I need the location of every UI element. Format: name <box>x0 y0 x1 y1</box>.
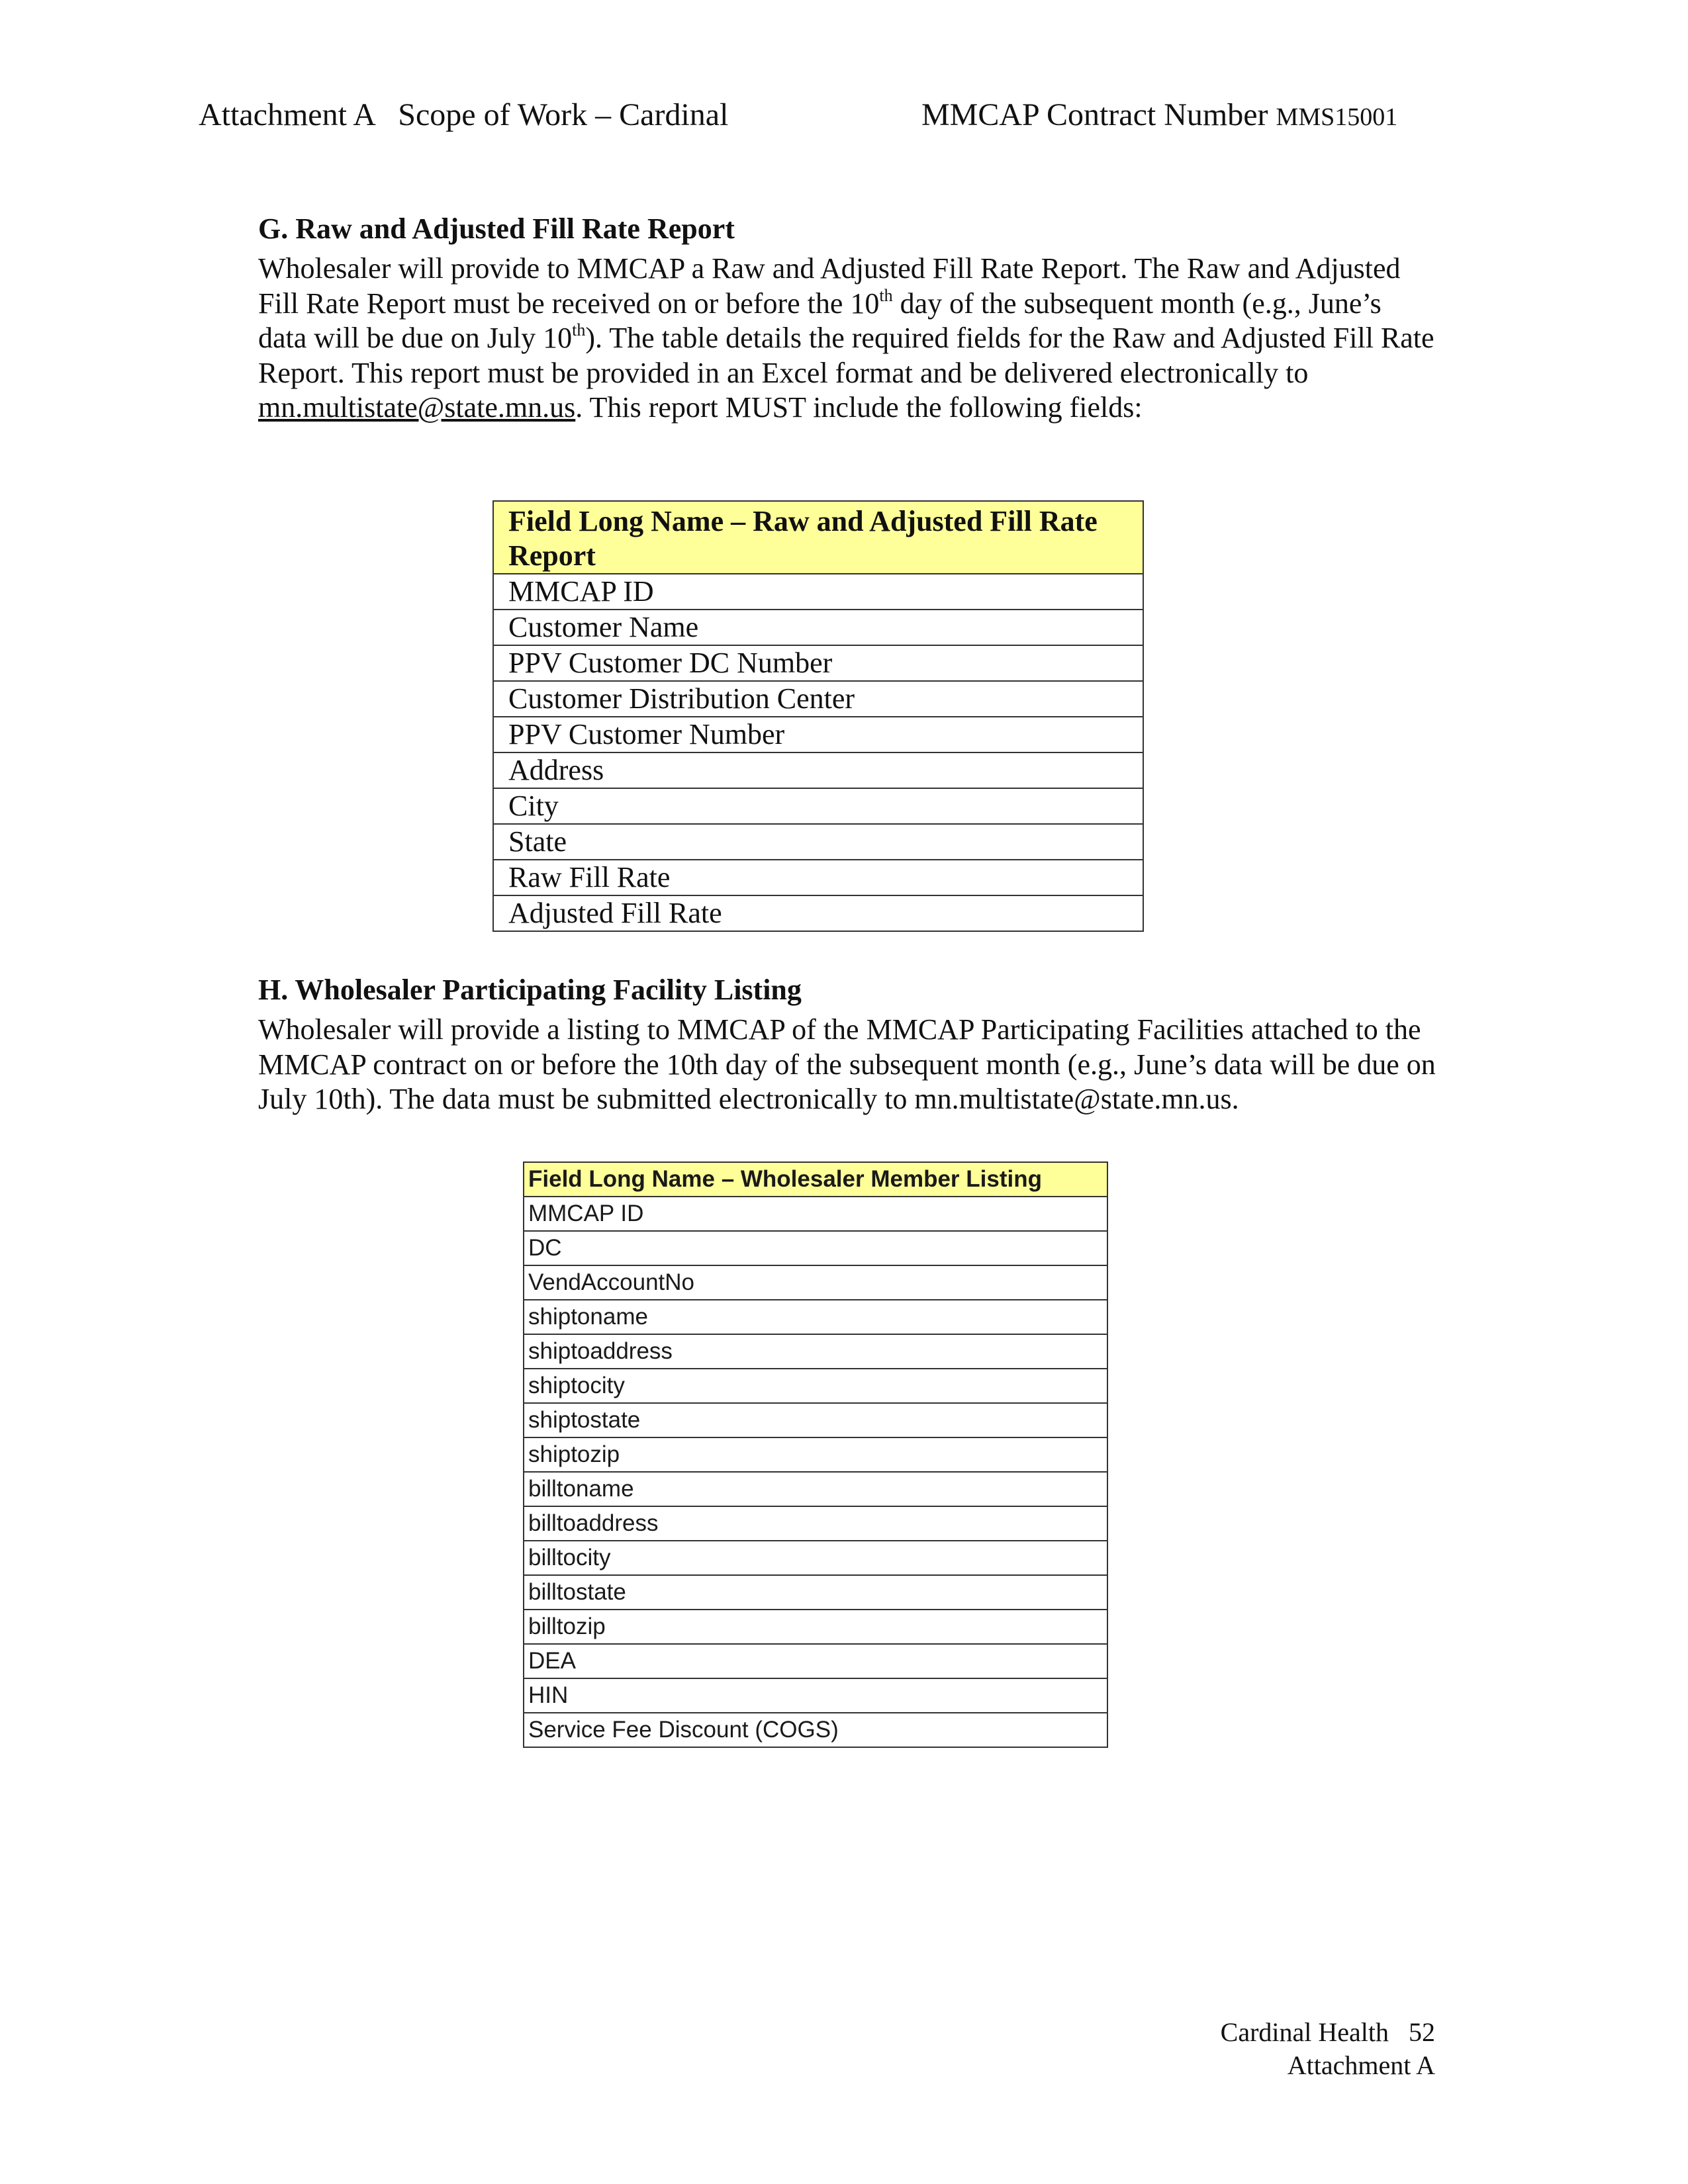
table-row <box>524 1541 1107 1575</box>
section-h-paragraph: Wholesaler will provide a listing to MMCAP of the MMCAP Participating Facilities attached to the MMCAP contract on or before the 10th day of the subsequent month (e.g., June’s data will be due on July 10th). The data must be submitted electronically to mn.multistate@state.mn.us. <box>258 1013 1436 1115</box>
table-row <box>493 574 1143 610</box>
table-row <box>493 895 1143 931</box>
table-row <box>524 1506 1107 1541</box>
table-header-row <box>493 501 1143 574</box>
table-cell: Service Fee Discount (COGS) <box>524 1713 1107 1747</box>
email-link[interactable]: mn.multistate@state.mn.us <box>258 391 576 424</box>
table-row <box>524 1472 1107 1506</box>
table-cell: VendAccountNo <box>524 1265 1107 1300</box>
fill-rate-table-header: Field Long Name – Raw and Adjusted Fill Rate Report <box>493 501 1143 574</box>
page-header <box>199 97 1456 143</box>
table-row <box>524 1197 1107 1231</box>
table-row <box>493 681 1143 717</box>
table-row <box>493 645 1143 681</box>
table-cell: PPV Customer DC Number <box>493 645 1143 681</box>
table-cell: Address <box>493 752 1143 788</box>
section-g-text-1: Wholesaler will provide to MMCAP a Raw and Adjusted Fill Rate Report. The Raw and Adjusted Fill Rate Report must be received on or before the 10 <box>258 252 1401 320</box>
section-g-paragraph <box>258 251 1436 426</box>
section-g-text-3: ). The table details the required fields for the Raw and Adjusted Fill Rate Report. This report must be provided in an Excel format and be delivered electronically to <box>258 322 1434 389</box>
table-cell: DEA <box>524 1644 1107 1678</box>
table-cell: billtostate <box>524 1575 1107 1610</box>
section-g <box>258 210 1436 426</box>
table-cell: billtozip <box>524 1610 1107 1644</box>
table-cell: MMCAP ID <box>524 1197 1107 1231</box>
section-g-text-4: . This report MUST include the following fields: <box>575 391 1143 424</box>
section-g-sup-1: th <box>879 285 893 305</box>
table-cell: shiptoaddress <box>524 1334 1107 1369</box>
table-cell: shiptozip <box>524 1437 1107 1472</box>
table-cell: MMCAP ID <box>493 574 1143 610</box>
section-h-heading: H. Wholesaler Participating Facility Listing <box>258 974 802 1006</box>
table-row <box>524 1644 1107 1678</box>
footer-attachment: Attachment A <box>1287 2050 1435 2080</box>
footer-page-number: Cardinal Health 52 <box>1220 2017 1435 2047</box>
table-row <box>524 1403 1107 1437</box>
table-cell: Customer Distribution Center <box>493 681 1143 717</box>
table-row <box>493 717 1143 752</box>
table-cell: shiptostate <box>524 1403 1107 1437</box>
table-row <box>493 788 1143 824</box>
section-h <box>258 972 1436 1117</box>
table-cell: billtoaddress <box>524 1506 1107 1541</box>
page-footer <box>1221 2016 1435 2082</box>
contract-number: MMS15001 <box>1276 103 1398 131</box>
table-cell: billtocity <box>524 1541 1107 1575</box>
table-cell: DC <box>524 1231 1107 1265</box>
table-cell: Raw Fill Rate <box>493 860 1143 895</box>
section-g-text-2: day of the subsequent month (e.g., June’s data will be due on July 10 <box>258 287 1382 354</box>
table-row <box>524 1610 1107 1644</box>
table-row <box>524 1369 1107 1403</box>
table-cell: Customer Name <box>493 610 1143 645</box>
table-cell: shiptoname <box>524 1300 1107 1334</box>
section-g-sup-2: th <box>572 320 586 340</box>
table-row <box>493 824 1143 860</box>
table-cell: shiptocity <box>524 1369 1107 1403</box>
table-row <box>524 1265 1107 1300</box>
table-row <box>493 610 1143 645</box>
table-row <box>524 1437 1107 1472</box>
table-cell: State <box>493 824 1143 860</box>
table-row <box>524 1300 1107 1334</box>
table-cell: PPV Customer Number <box>493 717 1143 752</box>
header-title: Attachment A Scope of Work – Cardinal <box>199 97 729 132</box>
table-row <box>493 752 1143 788</box>
table-row <box>524 1575 1107 1610</box>
section-g-heading: G. Raw and Adjusted Fill Rate Report <box>258 212 735 245</box>
header-contract <box>921 97 1397 133</box>
member-listing-table-header: Field Long Name – Wholesaler Member Listing <box>524 1162 1107 1197</box>
table-header-row <box>524 1162 1107 1197</box>
fill-rate-fields-table <box>492 500 1144 932</box>
contract-label: MMCAP Contract Number <box>921 97 1268 132</box>
table-cell: HIN <box>524 1678 1107 1713</box>
member-listing-fields-table <box>523 1161 1108 1748</box>
table-row <box>493 860 1143 895</box>
table-cell: Adjusted Fill Rate <box>493 895 1143 931</box>
table-row <box>524 1678 1107 1713</box>
table-cell: billtoname <box>524 1472 1107 1506</box>
table-cell: City <box>493 788 1143 824</box>
table-row <box>524 1713 1107 1747</box>
table-row <box>524 1231 1107 1265</box>
table-row <box>524 1334 1107 1369</box>
